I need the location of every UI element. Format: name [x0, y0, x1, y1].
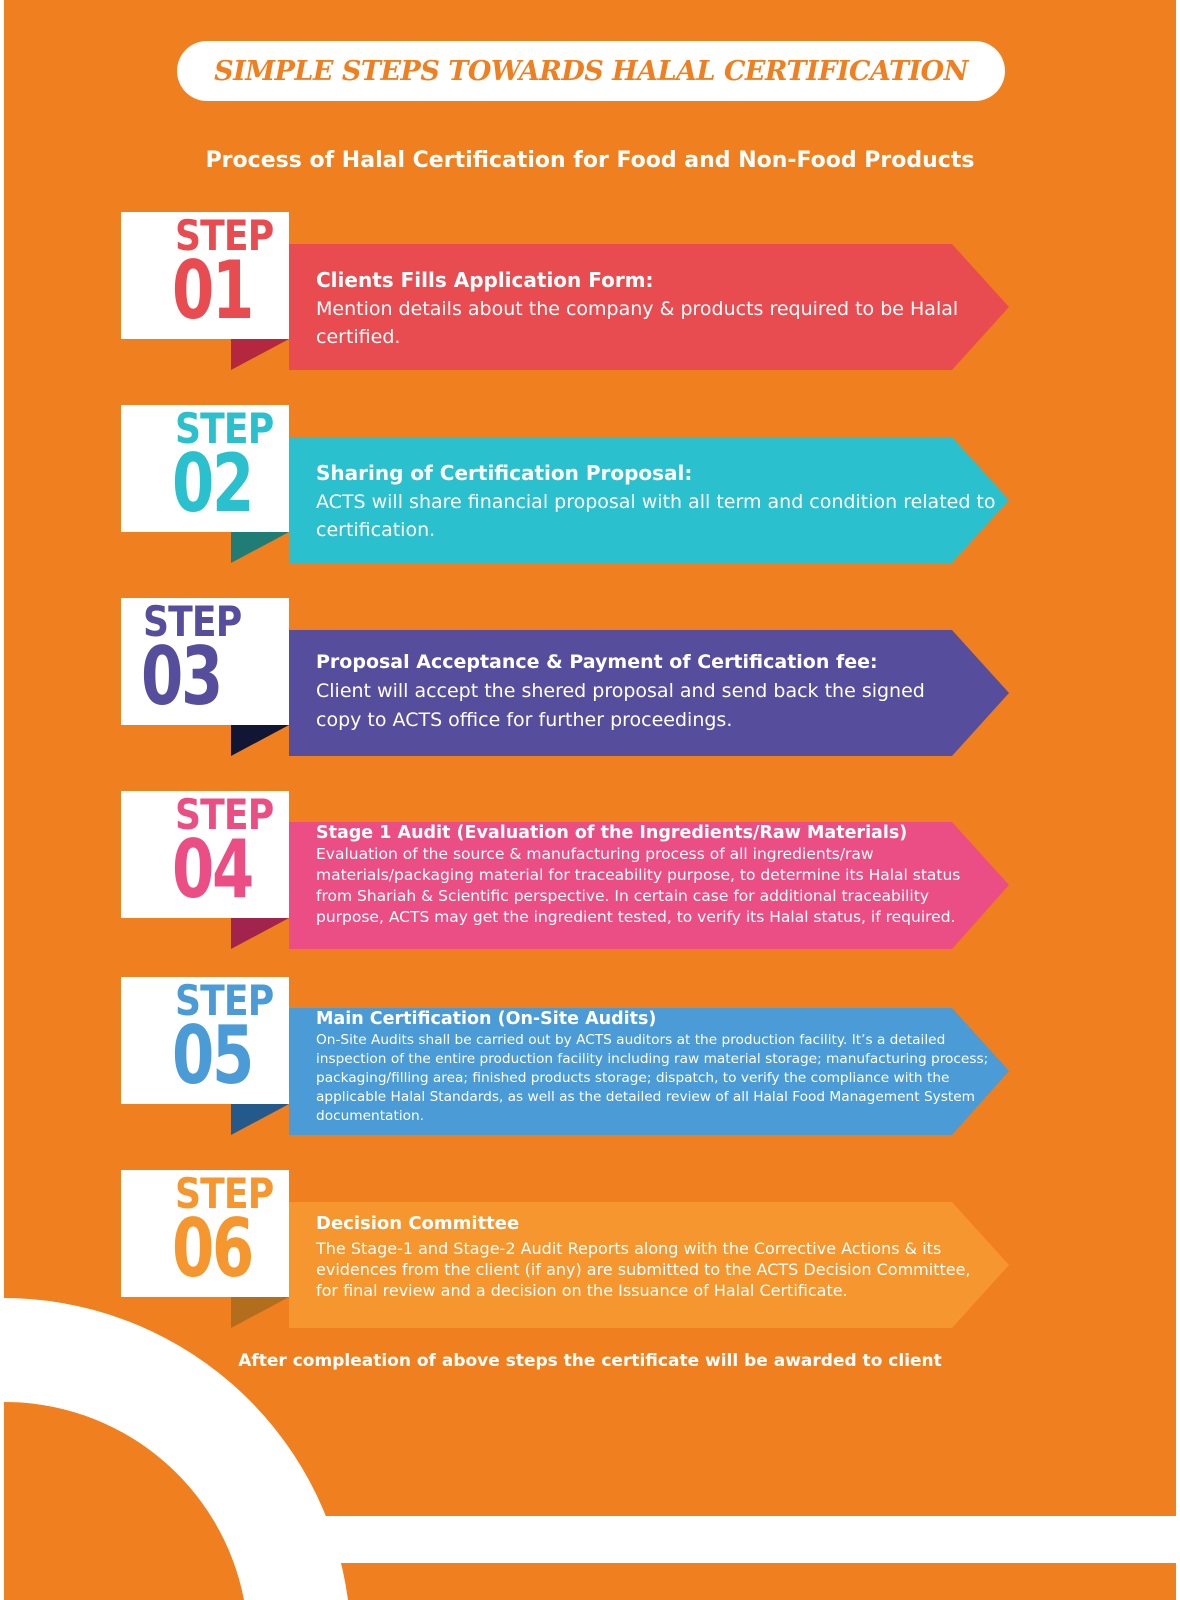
step-heading: Stage 1 Audit (Evaluation of the Ingredients/Raw Materials) — [316, 823, 908, 843]
step-badge — [121, 977, 289, 1104]
step-card-02 — [0, 405, 1180, 565]
step-text — [316, 459, 996, 544]
title-banner — [177, 41, 1005, 101]
step-heading: Main Certification (On-Site Audits) — [316, 1009, 657, 1029]
step-text — [316, 822, 996, 928]
step-text — [316, 648, 996, 735]
step-description: Mention details about the company & products required to be Halal certified. — [316, 298, 959, 348]
step-label: STEP — [175, 790, 274, 839]
step-number: 03 — [141, 630, 222, 723]
step-heading: Proposal Acceptance & Payment of Certification fee: — [316, 651, 878, 673]
step-description: On-Site Audits shall be carried out by ACTS auditors at the production facility. It’s a detailed inspection of the entire production facility including raw material storage; manufacturing process; packaging/filling area; finished products storage; dispatch, to verify the compliance with the applicable Halal Standards, as well as the detailed review of all Halal Food Management System documentation. — [316, 1032, 989, 1124]
step-number: 04 — [172, 823, 253, 916]
step-label: STEP — [143, 597, 242, 646]
step-badge — [121, 598, 289, 725]
step-badge — [121, 791, 289, 918]
footer-note: After compleation of above steps the certificate will be awarded to client — [238, 1351, 942, 1371]
step-number: 05 — [172, 1009, 253, 1102]
step-heading: Sharing of Certification Proposal: — [316, 461, 693, 485]
step-description: ACTS will share financial proposal with all term and condition related to certification. — [316, 491, 996, 541]
step-label: STEP — [175, 1169, 274, 1218]
step-number: 01 — [172, 244, 253, 337]
step-description: The Stage-1 and Stage-2 Audit Reports along with the Corrective Actions & its evidences from the client (if any) are submitted to the ACTS Decision Committee, for final review and a decision on the Issuance of Halal Certificate. — [316, 1239, 971, 1300]
step-text — [316, 1008, 996, 1126]
step-number: 02 — [172, 437, 253, 530]
step-heading: Clients Fills Application Form: — [316, 268, 654, 292]
page-title: SIMPLE STEPS TOWARDS HALAL CERTIFICATION — [214, 55, 968, 87]
step-badge — [121, 212, 289, 339]
step-label: STEP — [175, 404, 274, 453]
step-text — [316, 266, 996, 351]
step-description: Client will accept the shered proposal and send back the signed copy to ACTS office for further proceedings. — [316, 680, 925, 731]
step-card-04 — [0, 791, 1180, 951]
step-label: STEP — [175, 976, 274, 1025]
step-number: 06 — [172, 1202, 253, 1295]
step-label: STEP — [175, 211, 274, 260]
step-card-01 — [0, 212, 1180, 372]
page-subtitle: Process of Halal Certification for Food and Non-Food Products — [205, 148, 975, 173]
step-card-03 — [0, 598, 1180, 758]
step-description: Evaluation of the source & manufacturing process of all ingredients/raw materials/packaging material for traceability purpose, to determine its Halal status from Shariah & Scientific perspective. In certain case for additional traceability purpose, ACTS may get the ingredient tested, to verify its Halal status, if required. — [316, 845, 961, 926]
step-badge — [121, 405, 289, 532]
step-badge — [121, 1170, 289, 1297]
step-card-05 — [0, 977, 1180, 1137]
step-text — [316, 1209, 996, 1301]
step-card-06 — [0, 1170, 1180, 1330]
step-heading: Decision Committee — [316, 1213, 520, 1234]
